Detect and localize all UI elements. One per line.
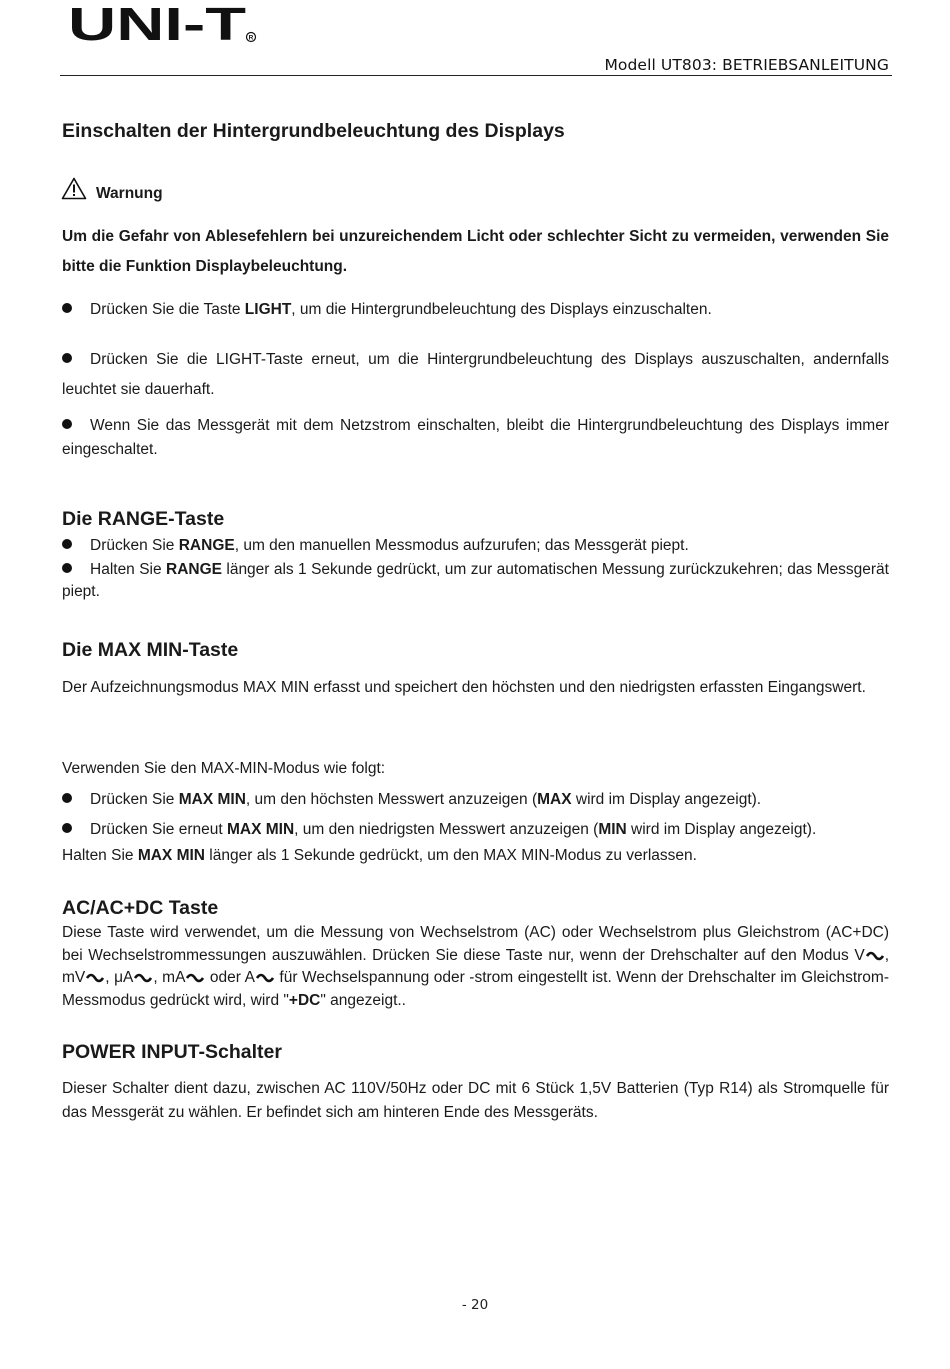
heading-backlight: Einschalten der Hintergrundbeleuchtung des Displays [62,120,565,142]
heading-maxmin: Die MAX MIN-Taste [62,639,239,661]
page-number: - 20 [461,1297,489,1313]
heading-power-input: POWER INPUT-Schalter [62,1041,282,1063]
list-item-text: , um den höchsten Messwert anzuzeigen ( [245,791,538,808]
heading-acdc: AC/AC+DC Taste [62,897,219,919]
svg-text:R: R [248,34,254,42]
list-item [62,559,889,603]
bullet-icon [62,419,72,429]
list-item [62,537,889,555]
power-input-text: Dieser Schalter dient dazu, zwischen AC 110V/50Hz oder DC mit 6 Stück 1,5V Batterien (Typ R14) als Stromquelle für das Messgerät zu wählen. Er befindet sich am hinteren Ende des Messgeräts. [62,1080,889,1121]
text: , [884,946,889,964]
ac-wave-icon [256,972,274,984]
list-item-text: länger als 1 Sekunde gedrückt, um zur automatischen Messung zurückzukehren; das Messgerät piept. [62,561,889,600]
heading-range: Die RANGE-Taste [62,508,225,530]
list-item-text: Halten Sie [90,561,166,578]
unit-label: V [854,946,865,964]
document-title: Modell UT803: BETRIEBSANLEITUNG [604,56,889,74]
unit-label: mV [62,969,86,987]
warning-label: Warnung [96,185,163,202]
acdc-text [62,922,889,1013]
key-label: MAX MIN [227,821,295,838]
list-item-text: , um den manuellen Messmodus aufzurufen; das Messgerät piept. [234,537,689,554]
ac-wave-icon [186,972,204,984]
uni-t-logo [68,2,258,44]
text: , [105,969,115,987]
list-item-text: Drücken Sie [90,537,179,554]
list-item [62,821,889,839]
text: Halten Sie [62,847,138,864]
ac-wave-icon [866,950,884,962]
unit-label: mA [162,969,186,987]
unit-label: μA [114,969,134,987]
key-label: MAX MIN [137,847,205,864]
key-label: MAX [537,791,572,808]
bullet-icon [62,823,72,833]
list-item-text: Drücken Sie die LIGHT-Taste erneut, um die Hintergrundbeleuchtung des Displays auszuschalten, andernfalls leuchtet sie dauerhaft. [62,351,889,398]
warning-icon [61,177,87,200]
text: Diese Taste wird verwendet, um die Messung von Wechselstrom (AC) oder Wechselstrom plus Gleichstrom (AC+DC) bei Wechselstrommessungen auszuwählen. Drücken Sie diese Taste nur, wenn der Drehschalter auf den Modus [62,924,889,964]
bullet-icon [62,793,72,803]
ac-wave-icon [134,972,152,984]
logo-text: UNI-T [68,2,246,44]
list-item-text: , um die Hintergrundbeleuchtung des Displays einzuschalten. [291,301,712,318]
list-item [62,345,889,405]
maxmin-intro: Der Aufzeichnungsmodus MAX MIN erfasst und speichert den höchsten und den niedrigsten erfassten Eingangswert. [62,679,866,696]
text: für Wechselspannung oder -strom eingestellt ist. Wenn der Drehschalter im Gleichstrom-Messmodus gedrückt wird, wird " [62,969,889,1010]
header-divider [60,75,892,76]
list-item-text: Drücken Sie [90,791,179,808]
bullet-icon [62,539,72,549]
key-label: MIN [598,821,627,838]
list-item-text: wird im Display angezeigt). [571,791,762,808]
list-item-text: , um den niedrigsten Messwert anzuzeigen ( [294,821,599,838]
list-item [62,301,889,319]
text: oder [205,969,245,987]
maxmin-exit-text [62,847,889,865]
list-item [62,414,889,462]
bullet-icon [62,303,72,313]
text: länger als 1 Sekunde gedrückt, um den MAX MIN-Modus zu verlassen. [205,847,697,864]
text: , [153,969,163,987]
key-label: RANGE [178,537,235,554]
key-label: MAX MIN [178,791,246,808]
list-item-text: wird im Display angezeigt). [626,821,817,838]
key-label: RANGE [166,561,222,578]
key-label: +DC [288,992,321,1010]
bullet-icon [62,353,72,363]
ac-wave-icon [86,972,104,984]
list-item-text: Drücken Sie erneut [90,821,227,838]
text: " angezeigt.. [320,992,406,1010]
unit-label: A [244,969,255,987]
warning-text: Um die Gefahr von Ablesefehlern bei unzureichendem Licht oder schlechter Sicht zu vermeiden, verwenden Sie bitte die Funktion Displaybeleuchtung. [62,228,889,275]
key-label: LIGHT [244,301,292,318]
list-item-text: Wenn Sie das Messgerät mit dem Netzstrom einschalten, bleibt die Hintergrundbeleuchtung des Displays immer eingeschaltet. [62,417,889,458]
bullet-icon [62,563,72,573]
list-item-text: Drücken Sie die Taste [90,301,245,318]
list-item [62,791,889,809]
maxmin-usage: Verwenden Sie den MAX-MIN-Modus wie folgt: [62,760,386,777]
